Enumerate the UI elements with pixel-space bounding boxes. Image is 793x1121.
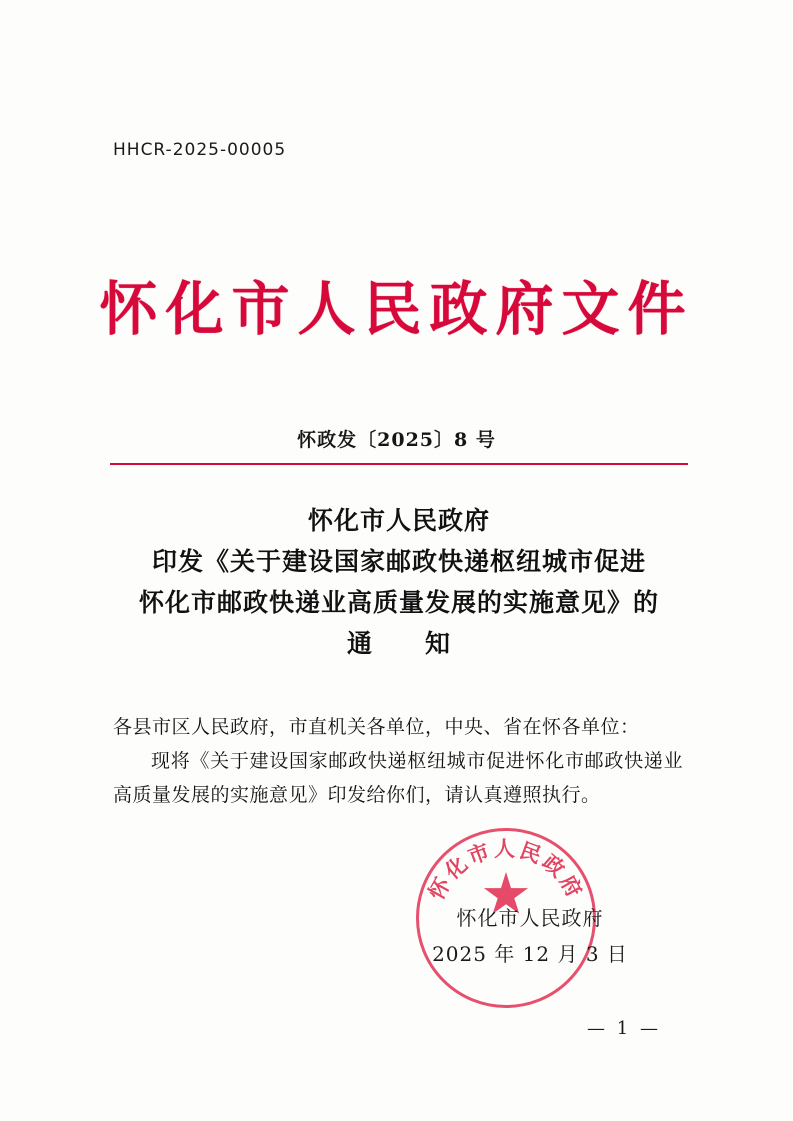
signature-issuer: 怀化市人民政府 xyxy=(456,906,604,930)
issue-number: 怀政发〔2025〕8 号 xyxy=(297,429,496,451)
title-line: 怀化市人民政府 xyxy=(307,506,490,535)
document-title xyxy=(110,500,688,664)
body-salutation: 各县市区人民政府，市直机关各单位，中央、省在怀各单位： xyxy=(113,716,640,738)
masthead-title: 怀化市人民政府文件 xyxy=(99,275,694,343)
document-number: HHCR-2025-00005 xyxy=(113,140,287,160)
page-number: — 1 — xyxy=(587,1018,661,1039)
body-paragraph: 现将《关于建设国家邮政快递枢纽城市促进怀化市邮政快递业高质量发展的实施意见》印发给你们，请认真遵照执行。 xyxy=(113,750,683,806)
title-line: 印发《关于建设国家邮政快递枢纽城市促进 xyxy=(151,547,646,576)
red-divider-rule xyxy=(110,463,688,465)
seal-arc-label: 怀化市人民政府 xyxy=(423,836,589,904)
signature-block xyxy=(400,900,660,972)
title-line: 怀化市邮政快递业高质量发展的实施意见》的 xyxy=(138,588,659,617)
svg-text:怀化市人民政府 xyxy=(423,836,589,905)
signature-date: 2025 年 12 月 3 日 xyxy=(432,942,628,966)
document-body xyxy=(113,710,683,812)
title-line: 通 知 xyxy=(346,629,451,658)
